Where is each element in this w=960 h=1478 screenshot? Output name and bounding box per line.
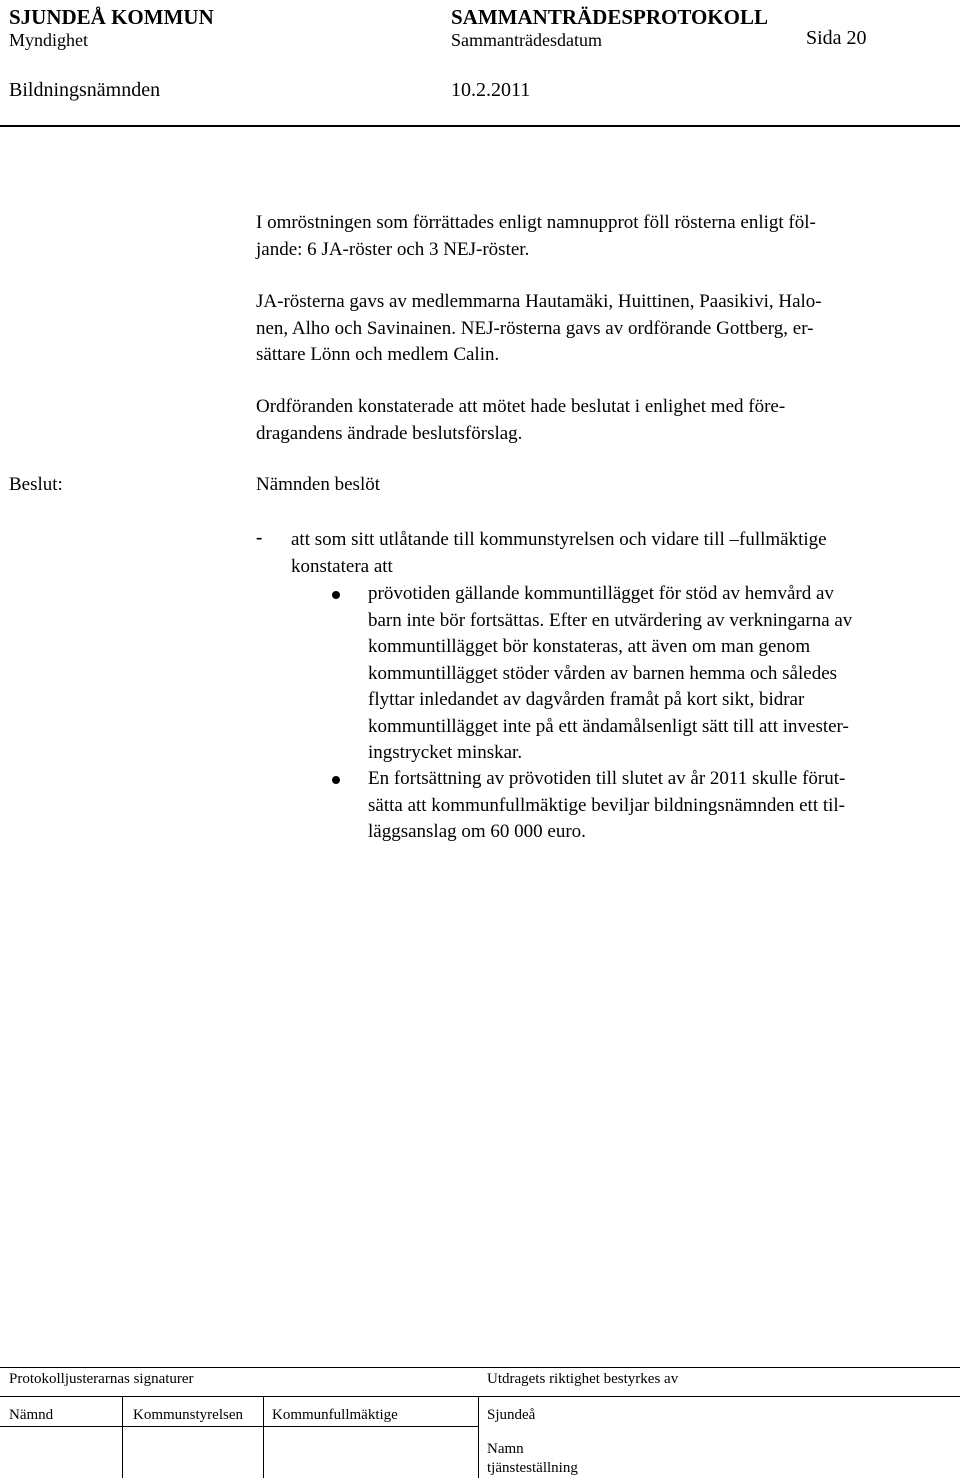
footer-divider — [478, 1396, 479, 1478]
paragraph-chair-statement: Ordföranden konstaterade att mötet hade beslutat i enlighet med före- dragandens ändrade beslutsförslag. — [256, 396, 786, 444]
footer-top-rule — [0, 1367, 960, 1368]
signatures-label: Protokolljusterarnas signaturer — [9, 1371, 194, 1387]
footer-mid-rule — [0, 1396, 960, 1397]
footer-divider — [263, 1396, 264, 1478]
document-type: SAMMANTRÄDESPROTOKOLL — [451, 5, 768, 29]
paragraph-vote-result: I omröstningen som förrättades enligt namnupprot föll rösterna enligt föl- jande: 6 JA-röster och 3 NEJ-röster. — [256, 212, 816, 260]
municipality-name: SJUNDEÅ KOMMUN — [9, 5, 214, 29]
page-number: Sida 20 — [806, 27, 867, 49]
certifier-place: Sjundeå — [487, 1407, 536, 1423]
meeting-date-label: Sammanträdesdatum — [451, 30, 602, 50]
certifier-name-label: Namn — [487, 1441, 524, 1457]
bullet-item-2: En fortsättning av prövotiden till slutet av år 2011 skulle förut- sätta att kommunfullmäktige beviljar bildningsnämnden ett til- läggsanslag om 60 000 euro. — [368, 768, 846, 842]
decision-heading: Nämnden beslöt — [256, 474, 381, 495]
footer-divider — [122, 1396, 123, 1478]
certifier-title-label: tjänsteställning — [487, 1460, 578, 1476]
bullet-dot — [332, 591, 340, 599]
dash-marker: - — [256, 527, 263, 548]
paragraph-vote-breakdown: JA-rösterna gavs av medlemmarna Hautamäki, Huittinen, Paasikivi, Halo- nen, Alho och Savinainen. NEJ-rösterna gavs av ordförande Gottberg, er- sättare Lönn och medlem Calin. — [256, 291, 822, 365]
signature-col-committee: Nämnd — [9, 1407, 54, 1423]
decision-label: Beslut: — [9, 474, 63, 495]
bullet-item-1: prövotiden gällande kommuntillägget för stöd av hemvård av barn inte bör fortsättas. Efter en utvärdering av verkningarna av kommuntillägget bör konstateras, att även om man genom kommuntillägget stöder vården av barnen hemma och således flyttar inledandet av dagvården framåt på kort sikt, bidrar kommuntillägget inte på ett ändamålsenligt sätt till att invester- ingstrycket minskar. — [368, 583, 853, 763]
signature-line — [0, 1426, 478, 1427]
decision-intro: att som sitt utlåtande till kommunstyrelsen och vidare till –fullmäktige konstatera att — [291, 529, 827, 577]
signature-col-council: Kommunfullmäktige — [272, 1407, 398, 1423]
authority-label: Myndighet — [9, 30, 88, 50]
authority-name: Bildningsnämnden — [9, 79, 161, 101]
certified-label: Utdragets riktighet bestyrkes av — [487, 1371, 679, 1387]
header-rule — [0, 125, 960, 127]
meeting-date: 10.2.2011 — [451, 79, 531, 101]
signature-col-board: Kommunstyrelsen — [133, 1407, 243, 1423]
bullet-dot — [332, 776, 340, 784]
